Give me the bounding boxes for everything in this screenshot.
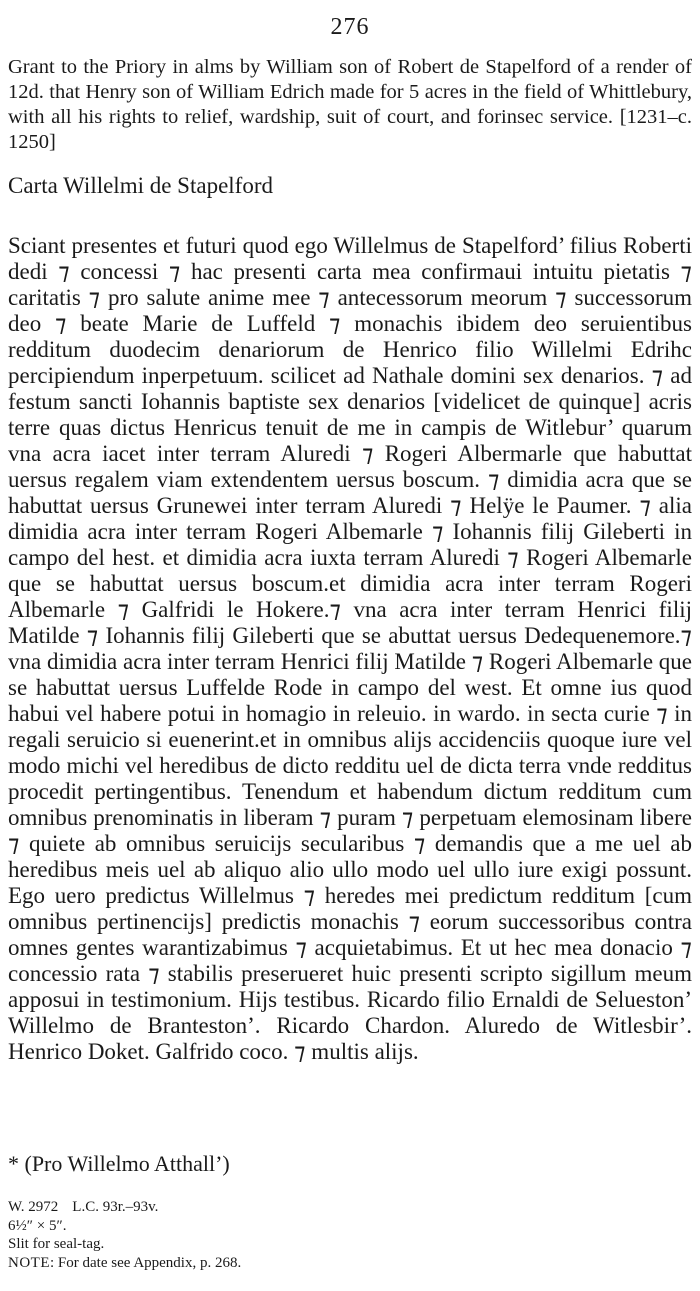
charter-title: Carta Willelmi de Stapelford — [8, 173, 273, 198]
cartulary-reference: L.C. 93r.–93v. — [72, 1199, 159, 1215]
editorial-notes — [8, 1198, 692, 1272]
document-size: 6½″ × 5″. — [8, 1217, 67, 1234]
note-text: : For date see Appendix, p. 268. — [50, 1254, 242, 1271]
seal-description: Slit for seal-tag. — [8, 1236, 105, 1252]
page-number: 276 — [330, 14, 370, 40]
charter-text — [8, 233, 692, 1065]
date-note — [8, 1254, 692, 1273]
charter-text-body: Sciant presentes et futuri quod ego Willelmus de Stapelford’ filius Roberti dedi ⁊ concessi ⁊ hac presenti carta mea confirmaui intuitu pietatis ⁊ caritatis ⁊ pro salute anime mee ⁊ antecessorum meorum ⁊ successorum deo ⁊ beate Marie de Luffeld ⁊ monachis ibidem deo seruientibus redditum duodecim denariorum de Henrico filio Willelmi Edrihc percipiendum inperpetuum. scilicet ad Nathale domini sex denarios. ⁊ ad festum sancti Iohannis baptiste sex denarios [videlicet de quinque] acris terre quas dictus Henricus tenuit de me in campis de Witlebur’ quarum vna acra iacet inter terram Aluredi ⁊ Rogeri Albermarle que habuttat uersus regalem viam extendentem uersus boscum. ⁊ dimidia acra que se habuttat uersus Grunewei inter terram Aluredi ⁊ Helÿe le Paumer. ⁊ alia dimidia acra inter terram Rogeri Albemarle ⁊ Iohannis filij Gileberti in campo del hest. et dimidia acra iuxta terram Aluredi ⁊ Rogeri Albemarle que se habuttat uersus boscum.et dimidia acra inter terram Rogeri Albemarle ⁊ Galfridi le Hokere.⁊ vna acra inter terram Henrici filij Matilde ⁊ Iohannis filij Gileberti que se abuttat uersus Dedequenemore.⁊ vna dimidia acra inter terram Henrici filij Matilde ⁊ Rogeri Albemarle que se habuttat uersus Luffelde Rode in campo del west. Et omne ius quod habui vel habere potui in homagio in releuio. in wardo. in secta curie ⁊ in regali seruicio si euenerint.et in omnibus alijs accidenciis quoque iure vel modo michi vel heredibus de dicto redditu uel de dicta terra vnde redditus procedit pertingentibus. Tenendum et habendum dictum redditum cum omnibus prenominatis in liberam ⁊ puram ⁊ perpetuam elemosinam libere ⁊ quiete ab omnibus seruicijs secularibus ⁊ demandis que a me uel ab heredibus meis uel ab aliquo alio ullo modo uel ullo iure exigi possunt. Ego uero predictus Willelmus ⁊ heredes mei predictum redditum [cum omnibus pertinencijs] predictis monachis ⁊ eorum successoribus contra omnes gentes warantizabimus ⁊ acquietabimus. Et ut hec mea donacio ⁊ concessio rata ⁊ stabilis preserueret huic presenti scripto sigillum meum apposui in testimonium. Hijs testibus. Ricardo filio Ernaldi de Selueston’ Willelmo de Branteston’. Ricardo Chardon. Aluredo de Witlesbir’. Henrico Doket. Galfrido coco. ⁊ multis alijs. — [8, 233, 692, 1064]
note-label: NOTE — [8, 1254, 50, 1271]
archive-reference-line — [8, 1198, 692, 1217]
archive-reference: W. 2972 — [8, 1199, 59, 1215]
endorsement: * (Pro Willelmo Atthall’) — [8, 1151, 230, 1176]
charter-summary: Grant to the Priory in alms by William son of Robert de Stapelford of a render of 12d. that Henry son of William Edrich made for 5 acres in the field of Whittlebury, with all his rights to relief, wardship, suit of court, and forinsec service. [1231–c. 1250] — [8, 56, 692, 153]
